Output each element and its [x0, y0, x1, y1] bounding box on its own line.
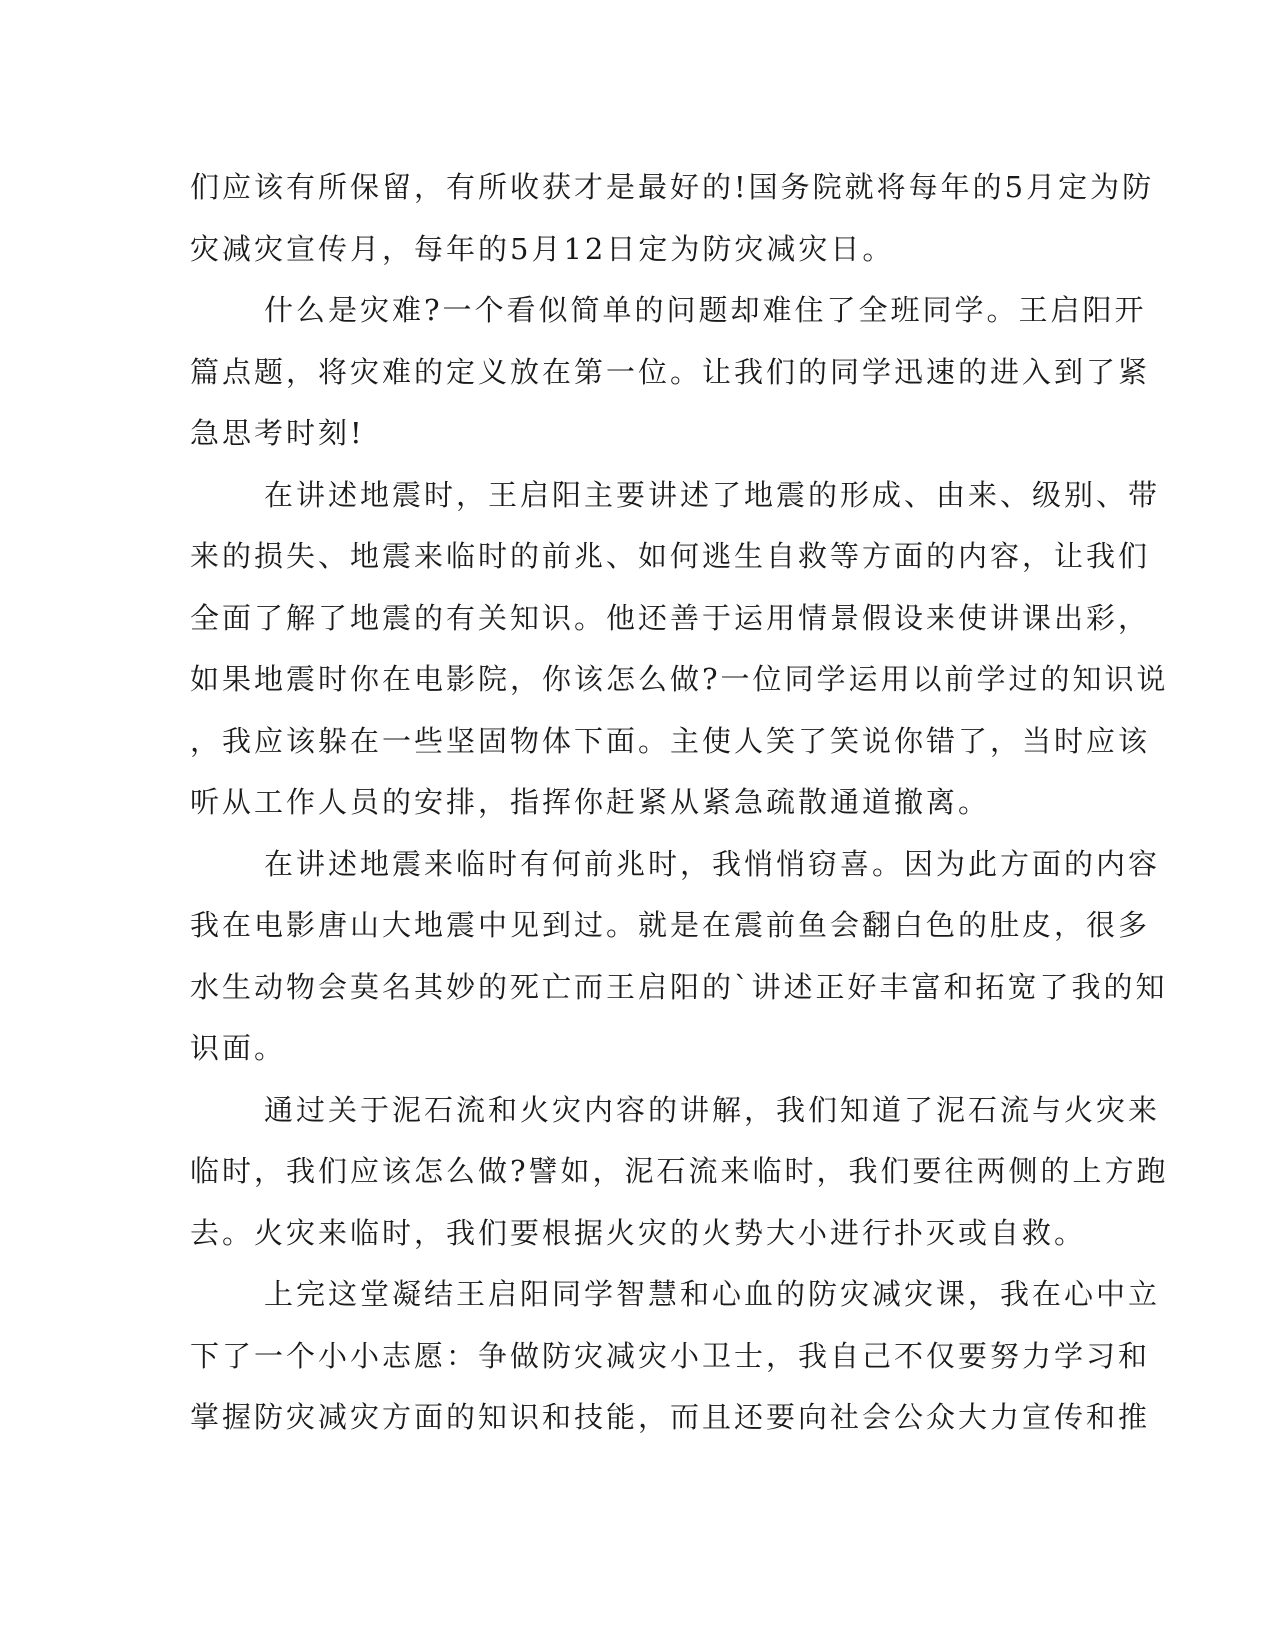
text-line: 临时，我们应该怎么做?譬如，泥石流来临时，我们要往两侧的上方跑 [190, 1154, 1169, 1188]
text-line: 掌握防灾减灾方面的知识和技能，而且还要向社会公众大力宣传和推 [190, 1400, 1151, 1434]
text-line: 在讲述地震时，王启阳主要讲述了地震的形成、由来、级别、带 [264, 477, 1161, 512]
text-line: 去。火灾来临时，我们要根据火灾的火势大小进行扑灭或自救。 [190, 1215, 1087, 1250]
text-line: 灾减灾宣传月，每年的5月12日定为防灾减灾日。 [190, 231, 895, 266]
text-line: 全面了解了地震的有关知识。他还善于运用情景假设来使讲课出彩， [190, 600, 1151, 635]
paragraph-5 [190, 1080, 1169, 1265]
paragraph-1 [190, 157, 1155, 280]
text-line: 们应该有所保留，有所收获才是最好的!国务院就将每年的5月定为防 [190, 170, 1155, 204]
text-line: ，我应该躲在一些坚固物体下面。主使人笑了笑说你错了，当时应该 [190, 723, 1151, 758]
text-line: 在讲述地震来临时有何前兆时，我悄悄窃喜。因为此方面的内容 [264, 846, 1161, 881]
text-line: 识面。 [190, 1031, 287, 1065]
paragraph-2 [190, 280, 1151, 465]
text-line: 来的损失、地震来临时的前兆、如何逃生自救等方面的内容，让我们 [190, 539, 1151, 573]
text-line: 水生动物会莫名其妙的死亡而王启阳的`讲述正好丰富和拓宽了我的知 [190, 969, 1168, 1004]
text-line: 上完这堂凝结王启阳同学智慧和心血的防灾减灾课，我在心中立 [264, 1277, 1161, 1311]
text-line: 我在电影唐山大地震中见到过。就是在震前鱼会翻白色的肚皮，很多 [190, 908, 1151, 942]
text-line: 急思考时刻! [190, 416, 365, 450]
text-line: 听从工作人员的安排，指挥你赶紧从紧急疏散通道撤离。 [190, 785, 991, 819]
document-body [190, 157, 1169, 1449]
text-line: 如果地震时你在电影院，你该怎么做?一位同学运用以前学过的知识说 [190, 662, 1169, 696]
text-line: 下了一个小小志愿：争做防灾减灾小卫士，我自己不仅要努力学习和 [190, 1338, 1151, 1373]
text-line: 通过关于泥石流和火灾内容的讲解，我们知道了泥石流与火灾来 [264, 1092, 1161, 1127]
text-line: 篇点题，将灾难的定义放在第一位。让我们的同学迅速的进入到了紧 [190, 354, 1151, 389]
paragraph-6 [190, 1264, 1161, 1449]
text-line: 什么是灾难?一个看似简单的问题却难住了全班同学。王启阳开 [264, 293, 1147, 327]
paragraph-4 [190, 834, 1168, 1080]
paragraph-3 [190, 465, 1169, 834]
